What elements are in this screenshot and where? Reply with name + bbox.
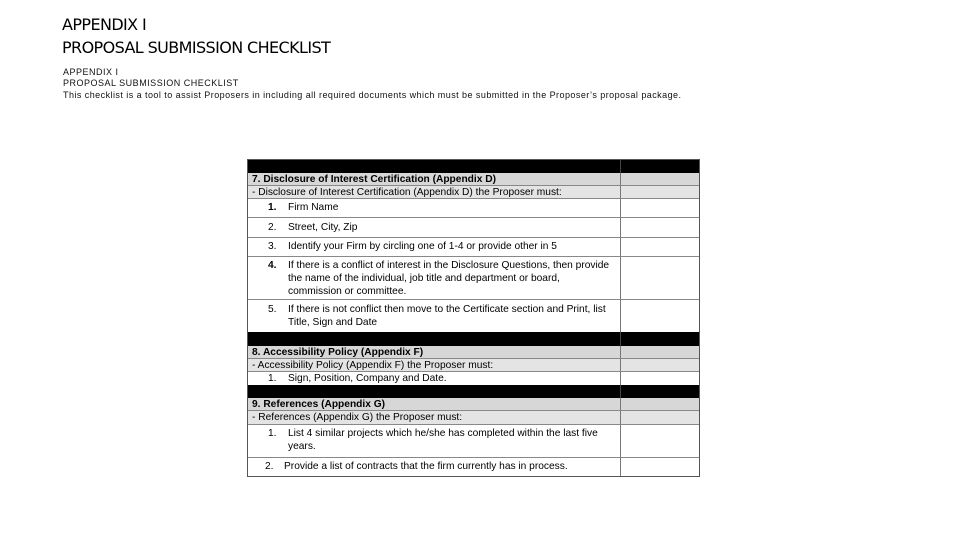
checklist-item: 1. List 4 similar projects which he/she has completed within the last five years. [248,425,699,458]
page-subtitle: PROPOSAL SUBMISSION CHECKLIST [62,38,331,57]
check-cell[interactable] [621,238,699,256]
check-cell[interactable] [621,199,699,217]
section-divider [248,160,699,173]
checklist-item: 4. If there is a conflict of interest in the Disclosure Questions, then provide the name of the individual, job title and department or board, commission or committee. [248,257,699,300]
appendix-label: APPENDIX I [63,67,119,77]
checklist-description: This checklist is a tool to assist Proposers in including all required documents which must be submitted in the Proposer’s proposal package. [63,90,682,100]
checklist-item: 2. Street, City, Zip [248,218,699,238]
checklist-table [247,159,700,477]
checklist-item: 1. Firm Name [248,199,699,218]
check-cell[interactable] [621,257,699,299]
section-heading-7: 7. Disclosure of Interest Certification (Appendix D) [248,173,699,186]
section-heading-8: 8. Accessibility Policy (Appendix F) [248,346,699,359]
section-intro-8: - Accessibility Policy (Appendix F) the Proposer must: [248,359,699,372]
check-cell[interactable] [621,372,699,385]
section-divider [248,385,699,398]
section-intro-7: - Disclosure of Interest Certification (Appendix D) the Proposer must: [248,186,699,199]
checklist-label: PROPOSAL SUBMISSION CHECKLIST [63,78,239,88]
check-cell[interactable] [621,425,699,457]
check-cell[interactable] [621,458,699,476]
checklist-item: 1. Sign, Position, Company and Date. [248,372,699,385]
section-heading-9: 9. References (Appendix G) [248,398,699,411]
checklist-item: 5. If there is not conflict then move to the Certificate section and Print, list Title, Sign and Date [248,300,699,332]
section-intro-9: - References (Appendix G) the Proposer must: [248,411,699,425]
check-cell[interactable] [621,218,699,237]
section-divider [248,332,699,346]
check-cell[interactable] [621,300,699,332]
page-title: APPENDIX I [62,15,147,34]
checklist-item: 2. Provide a list of contracts that the firm currently has in process. [248,458,699,476]
checklist-item: 3. Identify your Firm by circling one of 1-4 or provide other in 5 [248,238,699,257]
